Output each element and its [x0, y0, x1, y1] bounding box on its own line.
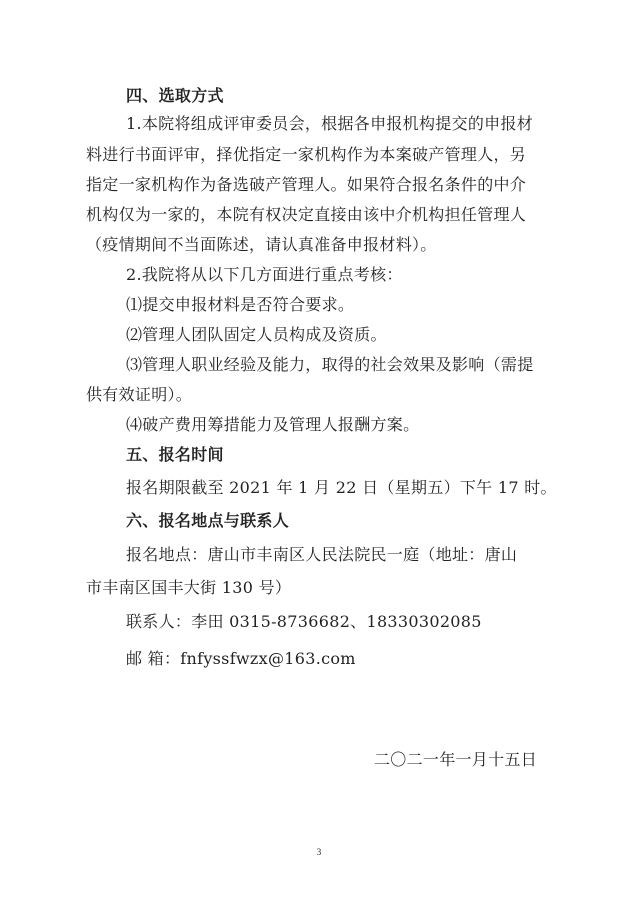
criteria-item-continuation: 供有效证明）。	[86, 385, 193, 404]
paragraph-line: 机构仅为一家的，本院有权决定直接由该中介机构担任管理人	[86, 205, 527, 224]
section6-heading: 六、报名地点与联系人	[126, 511, 290, 530]
address-line: 报名地点：唐山市丰南区人民法院民一庭（地址：唐山	[126, 545, 518, 564]
section5-heading: 五、报名时间	[126, 445, 224, 464]
page-number: 3	[316, 847, 322, 857]
registration-deadline: 报名期限截至 2021 年 1 月 22 日（星期五）下午 17 时。	[126, 478, 557, 497]
criteria-item: ⑵管理人团队固定人员构成及资质。	[126, 325, 387, 344]
contact-line: 联系人：李田 0315-8736682、18330302085	[126, 612, 482, 631]
paragraph-line: 指定一家机构作为备选破产管理人。如果符合报名条件的中介	[86, 175, 527, 194]
criteria-item: ⑴提交申报材料是否符合要求。	[126, 295, 355, 314]
criteria-item: ⑶管理人职业经验及能力，取得的社会效果及影响（需提	[126, 355, 534, 374]
email-line: 邮 箱：fnfyssfwzx@163.com	[126, 649, 356, 668]
criteria-item: ⑷破产费用筹措能力及管理人报酬方案。	[126, 415, 420, 434]
paragraph-line: 2.我院将从以下几方面进行重点考核：	[126, 265, 403, 284]
paragraph-line: 料进行书面评审，择优指定一家机构作为本案破产管理人，另	[86, 145, 527, 164]
section4-heading: 四、选取方式	[126, 86, 224, 105]
document-date: 二〇二一年一月十五日	[374, 750, 538, 769]
paragraph-line: （疫情期间不当面陈述，请认真准备申报材料）。	[86, 235, 437, 254]
paragraph-line: 1.本院将组成评审委员会，根据各申报机构提交的申报材	[126, 114, 534, 133]
address-line: 市丰南区国丰大街 130 号）	[86, 578, 292, 597]
